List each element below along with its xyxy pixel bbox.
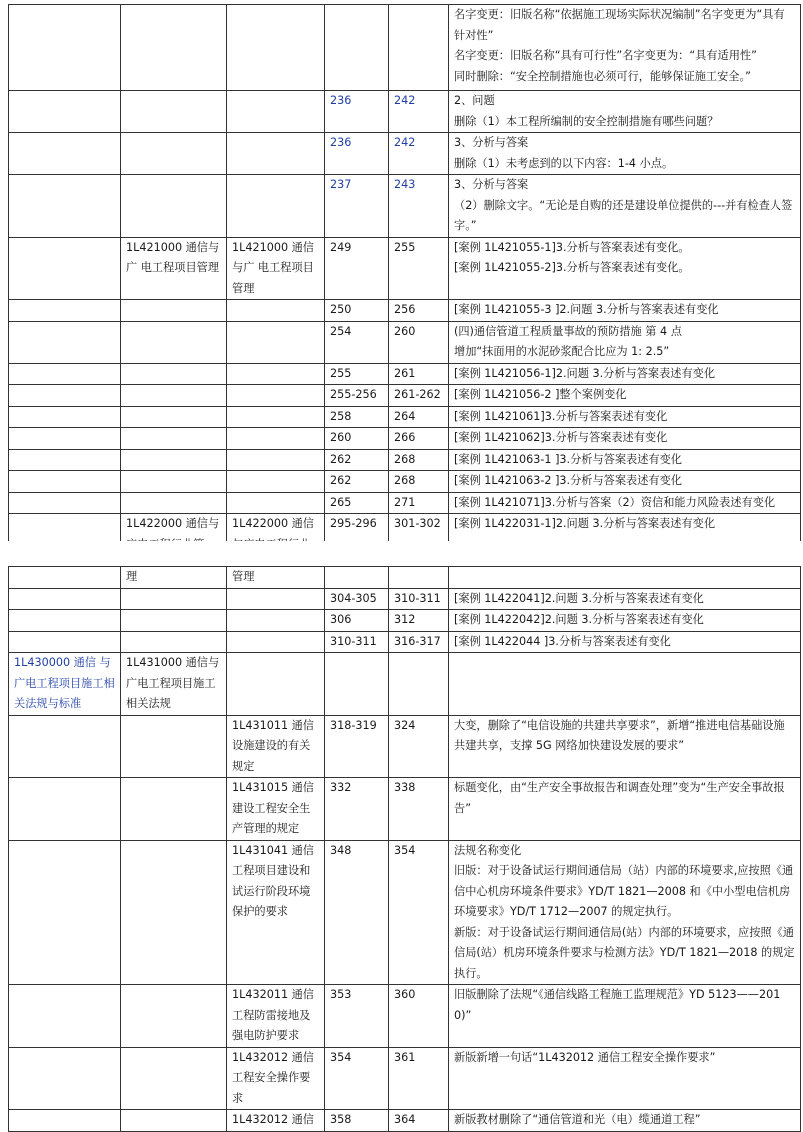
old-page-cell: 262 [325, 449, 389, 471]
new-page-cell: 260 [389, 321, 449, 363]
level2-cell [121, 363, 227, 385]
new-page-cell: 361 [389, 1047, 449, 1110]
level2-cell [121, 300, 227, 322]
level1-cell [9, 449, 121, 471]
old-page-cell: 295-296 [325, 514, 389, 556]
change-description-cell [449, 567, 801, 589]
level2-cell [121, 5, 227, 91]
table-part-1 [8, 4, 800, 556]
old-page-cell [325, 567, 389, 589]
change-description-line: 旧版删除了法规“《通信线路工程施工监理规范》YD 5123——2010)” [454, 988, 781, 1022]
level3-cell: 管理 [227, 567, 325, 589]
level3-cell [227, 91, 325, 133]
level1-cell [9, 471, 121, 493]
table-row [9, 363, 801, 385]
old-page-cell: 318-319 [325, 715, 389, 778]
table-row [9, 428, 801, 450]
level1-cell [9, 385, 121, 407]
level1-cell [9, 985, 121, 1048]
change-description-line: [案例 1L421055-1]3.分析与答案表述有变化。 [454, 240, 690, 254]
level2-cell [121, 175, 227, 238]
change-description-line: 3、分析与答案 [454, 178, 529, 191]
change-description-cell [449, 449, 801, 471]
new-page-cell: 324 [389, 715, 449, 778]
level2-cell [121, 133, 227, 175]
table-row [9, 91, 801, 133]
level3-cell [227, 175, 325, 238]
change-description-cell [449, 321, 801, 363]
change-description-line: 新版新增一句话“1L432012 通信工程安全操作要求” [454, 1050, 716, 1064]
level2-cell: 1L421000 通信与广 电工程项目管理 [121, 237, 227, 300]
level2-cell [121, 492, 227, 514]
old-page-cell: 249 [325, 237, 389, 300]
level1-cell [9, 567, 121, 589]
level3-cell: 1L431041 通信工程项目建设和试运行阶段环境保护的要求 [227, 840, 325, 985]
table-row [9, 300, 801, 322]
change-description-cell [449, 1047, 801, 1110]
table-row [9, 385, 801, 407]
level3-cell: 1L431015 通信建设工程安全生产管理的规定 [227, 778, 325, 841]
level2-cell [121, 406, 227, 428]
level1-cell [9, 91, 121, 133]
new-page-cell: 316-317 [389, 631, 449, 653]
change-description-line: 新版：对于设备试运行期间通信局(站）内部的环境要求，应按照《通信局(站）机房环境条件要求与检测方法》YD/T 1821—2018 的规定执行。 [454, 925, 795, 980]
change-description-line: [案例 1L421062]3.分析与答案表述有变化 [454, 431, 668, 444]
change-description-line: 3、分析与答案 [454, 136, 529, 149]
old-page-cell: 306 [325, 610, 389, 632]
change-description-line: 标题变化，由“生产安全事故报告和调查处理”变为“生产安全事故报告” [454, 781, 785, 815]
level1-cell [9, 1047, 121, 1110]
change-description-cell [449, 5, 801, 91]
old-page-cell: 237 [325, 175, 389, 238]
table-row [9, 237, 801, 300]
level3-cell: 1L432012 通信工程安全操作要求 [227, 1047, 325, 1110]
level3-cell [227, 406, 325, 428]
table-part-2 [8, 566, 800, 1132]
change-description-cell [449, 631, 801, 653]
change-description-cell [449, 610, 801, 632]
level3-cell [227, 653, 325, 716]
old-page-cell: 255 [325, 363, 389, 385]
level2-cell [121, 631, 227, 653]
change-description-line: 增加“抹面用的水泥砂浆配合比应为 1: 2.5” [454, 345, 670, 358]
level2-cell [121, 449, 227, 471]
level3-cell: 1L421000 通信与广 电工程项目管理 [227, 237, 325, 300]
level3-cell [227, 321, 325, 363]
level2-cell: 1L431000 通信与广电工程项目施工相关法规 [121, 653, 227, 716]
new-page-cell: 338 [389, 778, 449, 841]
level3-cell [227, 631, 325, 653]
old-page-cell: 354 [325, 1047, 389, 1110]
new-page-cell: 271 [389, 492, 449, 514]
change-description-cell [449, 471, 801, 493]
level2-cell [121, 715, 227, 778]
new-page-cell: 268 [389, 471, 449, 493]
table-row [9, 5, 801, 91]
new-page-cell: 255 [389, 237, 449, 300]
new-page-cell: 261 [389, 363, 449, 385]
table-row [9, 567, 801, 589]
new-page-cell: 264 [389, 406, 449, 428]
new-page-cell: 243 [389, 175, 449, 238]
change-description-line: [案例 1L421063-2 ]3.分析与答案表述有变化 [454, 474, 682, 487]
level1-cell [9, 840, 121, 985]
level3-cell [227, 588, 325, 610]
level1-cell: 1L430000 通信 与广电工程项目施工相关法规与标准 [9, 653, 121, 716]
table-row [9, 1110, 801, 1132]
change-description-line: [案例 1L421055-2]3.分析与答案表述有变化。 [454, 261, 690, 274]
new-page-cell: 301-302 [389, 514, 449, 556]
old-page-cell: 258 [325, 406, 389, 428]
table-row [9, 1047, 801, 1110]
level2-cell [121, 385, 227, 407]
change-description-cell [449, 363, 801, 385]
table-row [9, 471, 801, 493]
change-description-cell [449, 1110, 801, 1132]
change-description-cell [449, 385, 801, 407]
level2-cell [121, 471, 227, 493]
old-page-cell: 236 [325, 91, 389, 133]
change-description-cell [449, 237, 801, 300]
level3-cell [227, 610, 325, 632]
level1-cell [9, 321, 121, 363]
level1-cell [9, 588, 121, 610]
old-page-cell: 348 [325, 840, 389, 985]
table-row [9, 631, 801, 653]
old-page-cell: 254 [325, 321, 389, 363]
change-description-line: [案例 1L421061]3.分析与答案表述有变化 [454, 409, 668, 423]
change-description-cell [449, 91, 801, 133]
level3-cell [227, 133, 325, 175]
change-description-line: 同时删除：“安全控制措施也必须可行，能够保证施工安全。” [454, 69, 751, 83]
table-row [9, 715, 801, 778]
page-gap [0, 541, 803, 566]
table-row [9, 778, 801, 841]
table-row [9, 321, 801, 363]
level1-cell [9, 428, 121, 450]
change-description-cell [449, 715, 801, 778]
level2-cell [121, 985, 227, 1048]
level1-cell [9, 610, 121, 632]
change-description-cell [449, 133, 801, 175]
old-page-cell: 255-256 [325, 385, 389, 407]
level2-cell [121, 778, 227, 841]
old-page-cell: 262 [325, 471, 389, 493]
change-description-cell [449, 428, 801, 450]
table-row [9, 406, 801, 428]
change-description-line: 大变，删除了“电信设施的共建共享要求”，新增“推进电信基础设施共建共享，支撑 5G 网络加快建设发展的要求” [454, 718, 785, 752]
change-description-cell [449, 588, 801, 610]
level1-cell [9, 406, 121, 428]
table-row [9, 449, 801, 471]
change-description-cell [449, 840, 801, 985]
new-page-cell: 261-262 [389, 385, 449, 407]
level2-cell: 1L422000 通信与 [121, 514, 227, 556]
change-description-line: [案例 1L422041]2.问题 3.分析与答案表述有变化 [454, 591, 704, 605]
table-row [9, 840, 801, 985]
level3-cell: 1L431011 通信设施建设的有关规定 [227, 715, 325, 778]
new-page-cell [389, 5, 449, 91]
table-row [9, 133, 801, 175]
level2-cell [121, 610, 227, 632]
change-description-cell [449, 175, 801, 238]
change-description-cell [449, 406, 801, 428]
level1-cell [9, 175, 121, 238]
new-page-cell [389, 653, 449, 716]
level2-cell [121, 1110, 227, 1132]
change-description-line: [案例 1L421056-1]2.问题 3.分析与答案表述有变化 [454, 366, 716, 380]
change-description-line: 新版教材删除了“通信管道和光（电）缆通道工程” [454, 1113, 701, 1126]
old-page-cell: 236 [325, 133, 389, 175]
new-page-cell: 354 [389, 840, 449, 985]
level3-cell [227, 363, 325, 385]
table-row [9, 610, 801, 632]
level1-cell [9, 133, 121, 175]
change-description-line: 2、问题 [454, 94, 495, 107]
level3-cell [227, 385, 325, 407]
change-description-line: 删除（1）未考虑到的以下内容：1-4 小点。 [454, 156, 674, 170]
change-description-cell [449, 985, 801, 1048]
change-description-line: 旧版：对于设备试运行期间通信局（站）内部的环境要求,应按照《通信中心机房环境条件要求》YD/T 1821—2008 和《中小型电信机房环境要求》YD/T 1712—2007 的规定执行。 [454, 864, 794, 918]
change-description-line: 法规名称变化 [454, 843, 522, 857]
change-description-cell [449, 653, 801, 716]
old-page-cell: 332 [325, 778, 389, 841]
new-page-cell: 312 [389, 610, 449, 632]
change-description-line: [案例 1L421056-2 ]整个案例变化 [454, 388, 627, 401]
table-row [9, 653, 801, 716]
old-page-cell: 265 [325, 492, 389, 514]
change-description-line: [案例 1L422042]2.问题 3.分析与答案表述有变化 [454, 613, 704, 626]
table-row [9, 175, 801, 238]
new-page-cell: 266 [389, 428, 449, 450]
new-page-cell: 364 [389, 1110, 449, 1132]
level1-cell [9, 237, 121, 300]
changes-table-lower [8, 566, 801, 1132]
change-description-line: [案例 1L421055-3 ]2.问题 3.分析与答案表述有变化 [454, 303, 719, 316]
old-page-cell: 260 [325, 428, 389, 450]
level1-cell [9, 5, 121, 91]
old-page-cell [325, 5, 389, 91]
changes-table-upper [8, 4, 801, 556]
level3-cell [227, 5, 325, 91]
table-row [9, 492, 801, 514]
level2-cell: 理 [121, 567, 227, 589]
change-description-line: [案例 1L421071]3.分析与答案（2）资信和能力风险表述有变化 [454, 495, 776, 509]
change-description-line: [案例 1L422044 ]3.分析与答案表述有变化 [454, 634, 671, 648]
new-page-cell: 242 [389, 133, 449, 175]
level3-cell: 1L422000 通信 [227, 514, 325, 556]
level3-cell [227, 428, 325, 450]
change-description-line: 名字变更：旧版名称“依据施工现场实际状况编制”名字变更为“具有针对性” [454, 8, 785, 42]
level2-cell [121, 321, 227, 363]
old-page-cell: 353 [325, 985, 389, 1048]
level1-cell [9, 631, 121, 653]
level3-cell: 1L432012 通信 [227, 1110, 325, 1132]
level2-cell [121, 840, 227, 985]
table-row [9, 588, 801, 610]
change-description-line: 删除（1）本工程所编制的安全控制措施有哪些问题？ [454, 114, 719, 128]
new-page-cell: 360 [389, 985, 449, 1048]
new-page-cell: 242 [389, 91, 449, 133]
level3-cell [227, 471, 325, 493]
level3-cell: 1L432011 通信工程防雷接地及强电防护要求 [227, 985, 325, 1048]
level2-cell [121, 91, 227, 133]
level1-cell [9, 300, 121, 322]
level2-cell [121, 1047, 227, 1110]
change-description-line: [案例 1L421063-1 ]3.分析与答案表述有变化 [454, 452, 682, 466]
new-page-cell: 256 [389, 300, 449, 322]
table-row [9, 985, 801, 1048]
change-description-cell [449, 492, 801, 514]
change-description-cell [449, 778, 801, 841]
level3-cell [227, 300, 325, 322]
change-description-cell [449, 300, 801, 322]
level1-cell [9, 1110, 121, 1132]
change-description-line: [案例 1L422031-1]2.问题 3.分析与答案表述有变化 [454, 517, 716, 530]
new-page-cell [389, 567, 449, 589]
level1-cell [9, 778, 121, 841]
old-page-cell: 250 [325, 300, 389, 322]
level1-cell [9, 715, 121, 778]
new-page-cell: 310-311 [389, 588, 449, 610]
level3-cell [227, 492, 325, 514]
change-description-line: （2）删除文字。“无论是自购的还是建设单位提供的---并有检查人签字。” [454, 198, 793, 232]
old-page-cell: 358 [325, 1110, 389, 1132]
level1-cell [9, 492, 121, 514]
change-description-line: (四)通信管道工程质量事故的预防措施 第 4 点 [454, 324, 682, 338]
level2-cell [121, 428, 227, 450]
level1-cell [9, 363, 121, 385]
old-page-cell: 310-311 [325, 631, 389, 653]
change-description-line: 名字变更：旧版名称“具有可行性”名字变更为：“具有适用性” [454, 49, 757, 62]
old-page-cell: 304-305 [325, 588, 389, 610]
new-page-cell: 268 [389, 449, 449, 471]
old-page-cell [325, 653, 389, 716]
level2-cell [121, 588, 227, 610]
level3-cell [227, 449, 325, 471]
